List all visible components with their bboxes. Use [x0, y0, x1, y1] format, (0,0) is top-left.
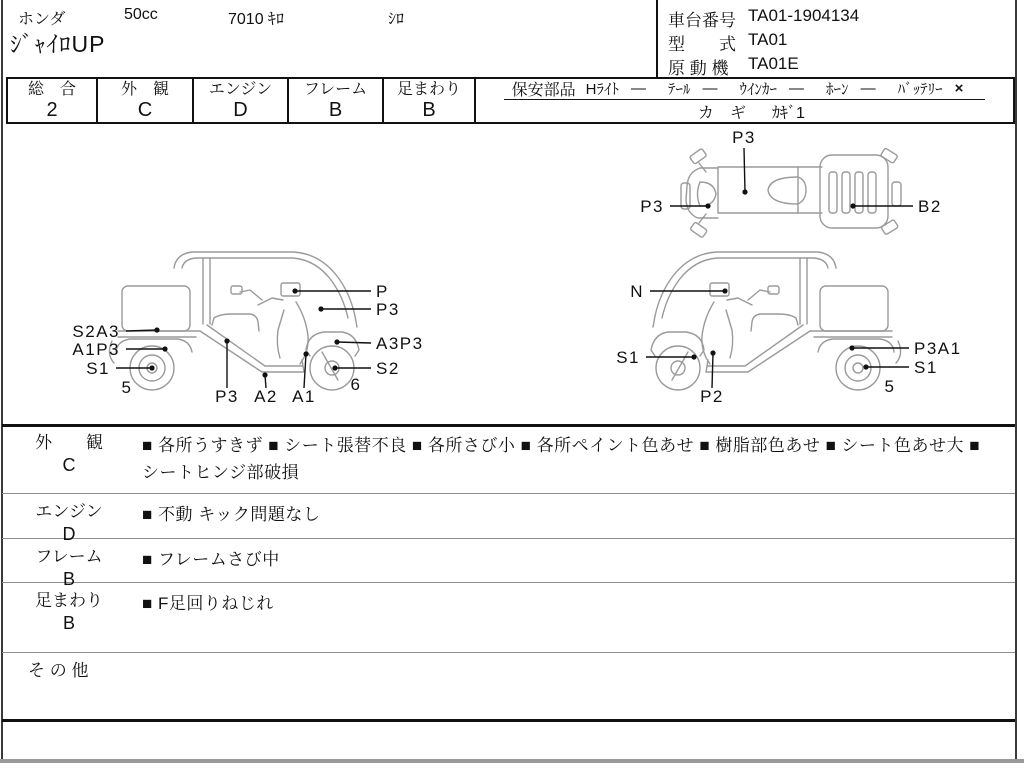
- chassis-number: TA01-1904134: [748, 6, 860, 25]
- engine-code: TA01E: [748, 54, 799, 73]
- winker-status: —: [789, 80, 805, 97]
- rating-undercarriage: 足まわり B: [384, 79, 476, 122]
- section-other-text: [154, 655, 1011, 719]
- footer-empty-row: [6, 722, 1011, 759]
- side-view-left-diagram: [651, 252, 901, 390]
- battery-label: ﾊﾞｯﾃﾘｰ: [897, 81, 943, 98]
- diagram-label: S1: [914, 358, 938, 377]
- key-value: ｶｷﾞ1: [772, 105, 805, 122]
- diagram-label: P2: [700, 387, 724, 406]
- section-frame-text: ■ フレームさび中: [142, 550, 280, 569]
- diagram-label: B2: [918, 197, 942, 216]
- diagram-label: A1P3: [72, 340, 120, 359]
- section-undercarriage-grade: B: [62, 613, 75, 633]
- safety-parts-title: 保安部品: [511, 82, 576, 99]
- diagram-label: 5: [121, 378, 133, 397]
- rating-frame: フレーム B: [289, 79, 384, 122]
- section-undercarriage-label: 足まわり: [35, 591, 103, 610]
- section-undercarriage: [6, 585, 1011, 652]
- section-exterior-label: 外 観: [35, 433, 103, 452]
- section-engine: [6, 496, 1011, 544]
- headlight-status: —: [631, 80, 647, 97]
- section-undercarriage-text: ■ F足回りねじれ: [142, 594, 274, 613]
- section-frame: [6, 541, 1011, 589]
- body-color: ｼﾛ: [388, 11, 405, 28]
- engine-code-label: 原 動 機: [668, 59, 729, 78]
- diagram-label: A2: [254, 387, 278, 406]
- displacement: 50cc: [124, 6, 158, 23]
- horn-label: ﾎｰﾝ: [826, 81, 849, 98]
- rule-3: [2, 582, 1015, 583]
- section-exterior-text: ■ 各所うすきず ■ シート張替不良 ■ 各所さび小 ■ 各所ペイント色あせ ■ 樹脂部色あせ ■ シート色あせ大 ■ シートヒンジ部破損: [142, 436, 981, 482]
- diagram-label: S1: [86, 359, 110, 378]
- diagram-label: P: [376, 282, 389, 301]
- headlight-label: Hﾗｲﾄ: [585, 81, 620, 98]
- rating-engine: エンジン D: [194, 79, 289, 122]
- diagram-label: S2: [376, 359, 400, 378]
- rule-4: [2, 652, 1015, 653]
- rating-exterior: 外 観 C: [98, 79, 194, 122]
- section-exterior: [6, 427, 1011, 493]
- chassis-label: 車台番号: [668, 11, 736, 30]
- battery-status: ×: [954, 80, 964, 97]
- model-name: ｼﾞｬｲﾛUP: [10, 31, 106, 57]
- key-label: カ ギ: [698, 105, 747, 122]
- section-engine-text: ■ 不動 キック問題なし: [142, 505, 321, 524]
- diagram-label: P3: [215, 387, 239, 406]
- maker-name: ホンダ: [18, 11, 66, 28]
- diagram-label: N: [630, 282, 644, 301]
- section-frame-label: フレーム: [35, 547, 103, 566]
- taillight-label: ﾃｰﾙ: [668, 81, 691, 98]
- section-engine-grade: D: [62, 524, 76, 544]
- diagram-label: S2A3: [72, 322, 120, 341]
- top-view-diagram: [681, 148, 901, 238]
- diagram-label: P3A1: [914, 339, 962, 358]
- model-code-label: 型 式: [668, 35, 736, 54]
- section-other: [6, 655, 1011, 719]
- section-other-label: そ の 他: [28, 661, 89, 680]
- rule-2: [2, 538, 1015, 539]
- section-exterior-grade: C: [62, 455, 76, 475]
- diagram-label: 6: [350, 375, 362, 394]
- rating-overall: 総 合 2: [8, 79, 98, 122]
- section-engine-label: エンジン: [35, 502, 103, 521]
- winker-label: ｳｲﾝｶｰ: [739, 81, 778, 98]
- diagram-label: P3: [732, 128, 756, 147]
- rule-1: [2, 493, 1015, 494]
- diagram-label: A3P3: [376, 334, 424, 353]
- diagram-label: 5: [884, 377, 896, 396]
- mileage: 7010 ｷﾛ: [228, 11, 285, 28]
- diagram-label: S1: [616, 348, 640, 367]
- side-view-right-diagram: [109, 252, 359, 390]
- taillight-status: —: [702, 80, 718, 97]
- diagram-label: A1: [292, 387, 316, 406]
- horn-status: —: [860, 80, 876, 97]
- diagram-label: P3: [640, 197, 664, 216]
- model-code: TA01: [748, 30, 788, 49]
- diagram-label: P3: [376, 300, 400, 319]
- section-frame-grade: B: [62, 569, 75, 589]
